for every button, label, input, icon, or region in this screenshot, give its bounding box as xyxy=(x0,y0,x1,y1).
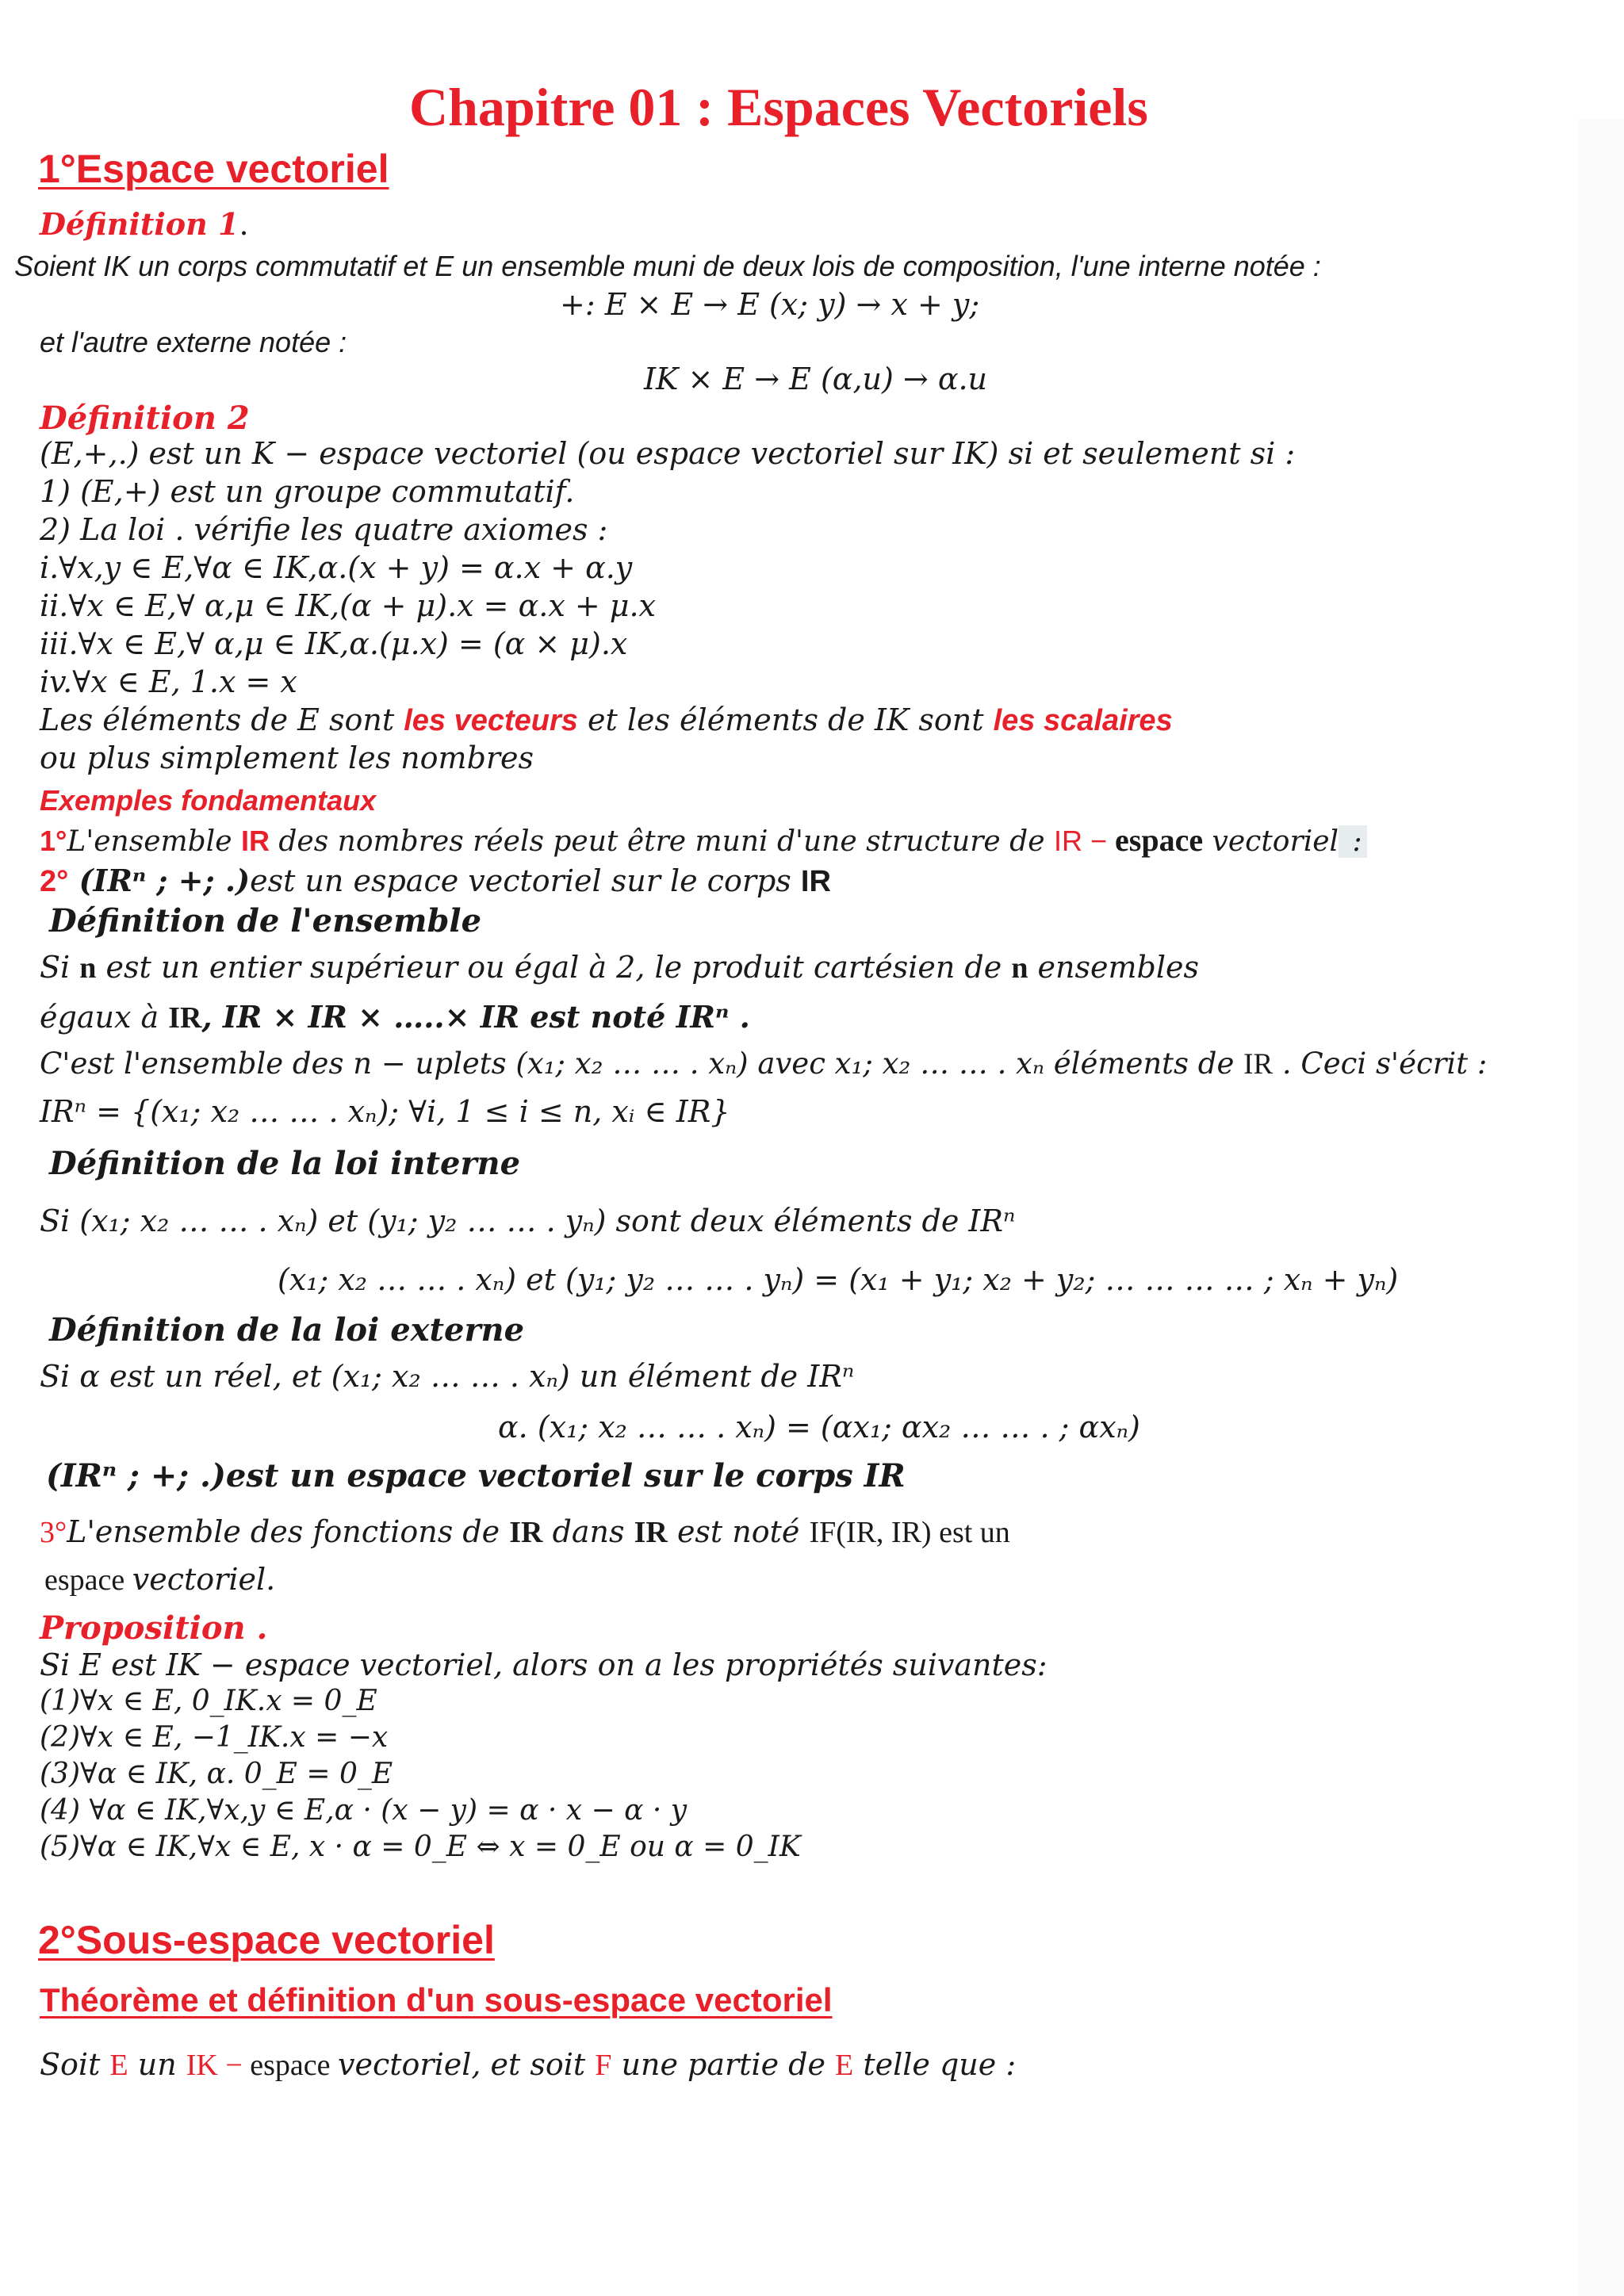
property-1: (1)∀x ∈ E, 0_IK.x = 0_E xyxy=(40,1685,377,1717)
external-law-formula: α. (x₁; x₂ … … . xₙ) = (αx₁; αx₂ … … . ; αxₙ) xyxy=(498,1410,1140,1445)
proposition-intro: Si E est IK − espace vectoriel, alors on a les propriétés suivantes: xyxy=(40,1647,1048,1682)
property-5: (5)∀α ∈ IK,∀x ∈ E, x · α = 0_E ⇔ x = 0_E ou α = 0_IK xyxy=(40,1831,801,1863)
property-4: (4) ∀α ∈ IK,∀x,y ∈ E,α · (x − y) = α · x − α · y xyxy=(40,1794,688,1827)
definition-1-title: Définition 1. xyxy=(40,206,249,242)
examples-title: Exemples fondamentaux xyxy=(40,784,377,817)
section-2-heading: 2°Sous-espace vectoriel xyxy=(38,1918,495,1962)
axiom-iv: iv.∀x ∈ E, 1.x = x xyxy=(40,664,297,699)
definition-2-line-1: (E,+,.) est un K − espace vectoriel (ou espace vectoriel sur IK) si et seulement si : xyxy=(40,436,1296,471)
external-law: IK × E → E (α,u) → α.u xyxy=(644,362,988,396)
definition-2-line-3: 2) La loi . vérifie les quatre axiomes : xyxy=(40,512,608,547)
set-line-3: C'est l'ensemble des n − uplets (x₁; x₂ … … . xₙ) avec x₁; x₂ … … . xₙ éléments de IR . Ceci s'écrit : xyxy=(40,1047,1488,1081)
subspace-intro-line: Soit E un IK − espace vectoriel, et soit F une partie de E telle que : xyxy=(40,2047,1017,2082)
definition-1-intro: Soient IK un corps commutatif et E un ensemble muni de deux lois de composition, l'une interne notée : xyxy=(14,250,1321,282)
example-2: 2° (IRⁿ ; +; .)est un espace vectoriel sur le corps IR xyxy=(40,863,831,898)
page-shading xyxy=(1578,119,1624,2296)
example-1: 1°L'ensemble IR des nombres réels peut être muni d'une structure de IR − espace vectoriel : xyxy=(40,823,1367,858)
proposition-title: Proposition . xyxy=(40,1609,268,1647)
vectors-scalars-line-2: ou plus simplement les nombres xyxy=(40,740,534,775)
axiom-i: i.∀x,y ∈ E,∀α ∈ IK,α.(x + y) = α.x + α.y xyxy=(40,550,633,585)
vectors-scalars-line: Les éléments de E sont les vecteurs et les éléments de IK sont les scalaires xyxy=(40,702,1173,737)
axiom-iii: iii.∀x ∈ E,∀ α,μ ∈ IK,α.(μ.x) = (α × μ).x xyxy=(40,626,628,661)
internal-law-formula: (x₁; x₂ … … . xₙ) et (y₁; y₂ … … . yₙ) = (x₁ + y₁; x₂ + y₂; … … … … ; xₙ + yₙ) xyxy=(278,1262,1399,1297)
page-title: Chapitre 01 : Espaces Vectoriels xyxy=(409,77,1148,137)
axiom-ii: ii.∀x ∈ E,∀ α,μ ∈ IK,(α + μ).x = α.x + μ.x xyxy=(40,588,656,623)
definition-set-title: Définition de l'ensemble xyxy=(49,902,482,939)
definition-1-other: et l'autre externe notée : xyxy=(40,326,347,358)
section-2-subheading: Théorème et définition d'un sous-espace vectoriel xyxy=(40,1981,833,2019)
property-3: (3)∀α ∈ IK, α. 0_E = 0_E xyxy=(40,1758,393,1790)
definition-2-title: Définition 2 xyxy=(40,400,250,437)
example-3: 3°L'ensemble des fonctions de IR dans IR est noté IF(IR, IR) est un xyxy=(40,1514,1010,1549)
set-line-1: Si n est un entier supérieur ou égal à 2, le produit cartésien de n ensembles xyxy=(40,950,1199,985)
section-1-heading: 1°Espace vectoriel xyxy=(38,147,389,191)
rn-vector-space-conclusion: (IRⁿ ; +; .)est un espace vectoriel sur le corps IR xyxy=(46,1457,906,1494)
set-definition-formula: IRⁿ = {(x₁; x₂ … … . xₙ); ∀i, 1 ≤ i ≤ n, xᵢ ∈ IR} xyxy=(40,1094,730,1129)
internal-law: +: E × E → E (x; y) → x + y; xyxy=(560,287,980,322)
example-3-line-2: espace vectoriel. xyxy=(44,1562,276,1597)
external-law-line-1: Si α est un réel, et (x₁; x₂ … … . xₙ) un élément de IRⁿ xyxy=(40,1359,855,1394)
property-2: (2)∀x ∈ E, −1_IK.x = −x xyxy=(40,1721,389,1754)
internal-law-line-1: Si (x₁; x₂ … … . xₙ) et (y₁; y₂ … … . yₙ) sont deux éléments de IRⁿ xyxy=(40,1203,1016,1238)
definition-2-line-2: 1) (E,+) est un groupe commutatif. xyxy=(40,474,575,509)
external-law-title: Définition de la loi externe xyxy=(49,1311,525,1349)
internal-law-title: Définition de la loi interne xyxy=(49,1145,521,1182)
set-line-2: égaux à IR, IR × IR × …..× IR est noté IRⁿ . xyxy=(40,999,750,1035)
